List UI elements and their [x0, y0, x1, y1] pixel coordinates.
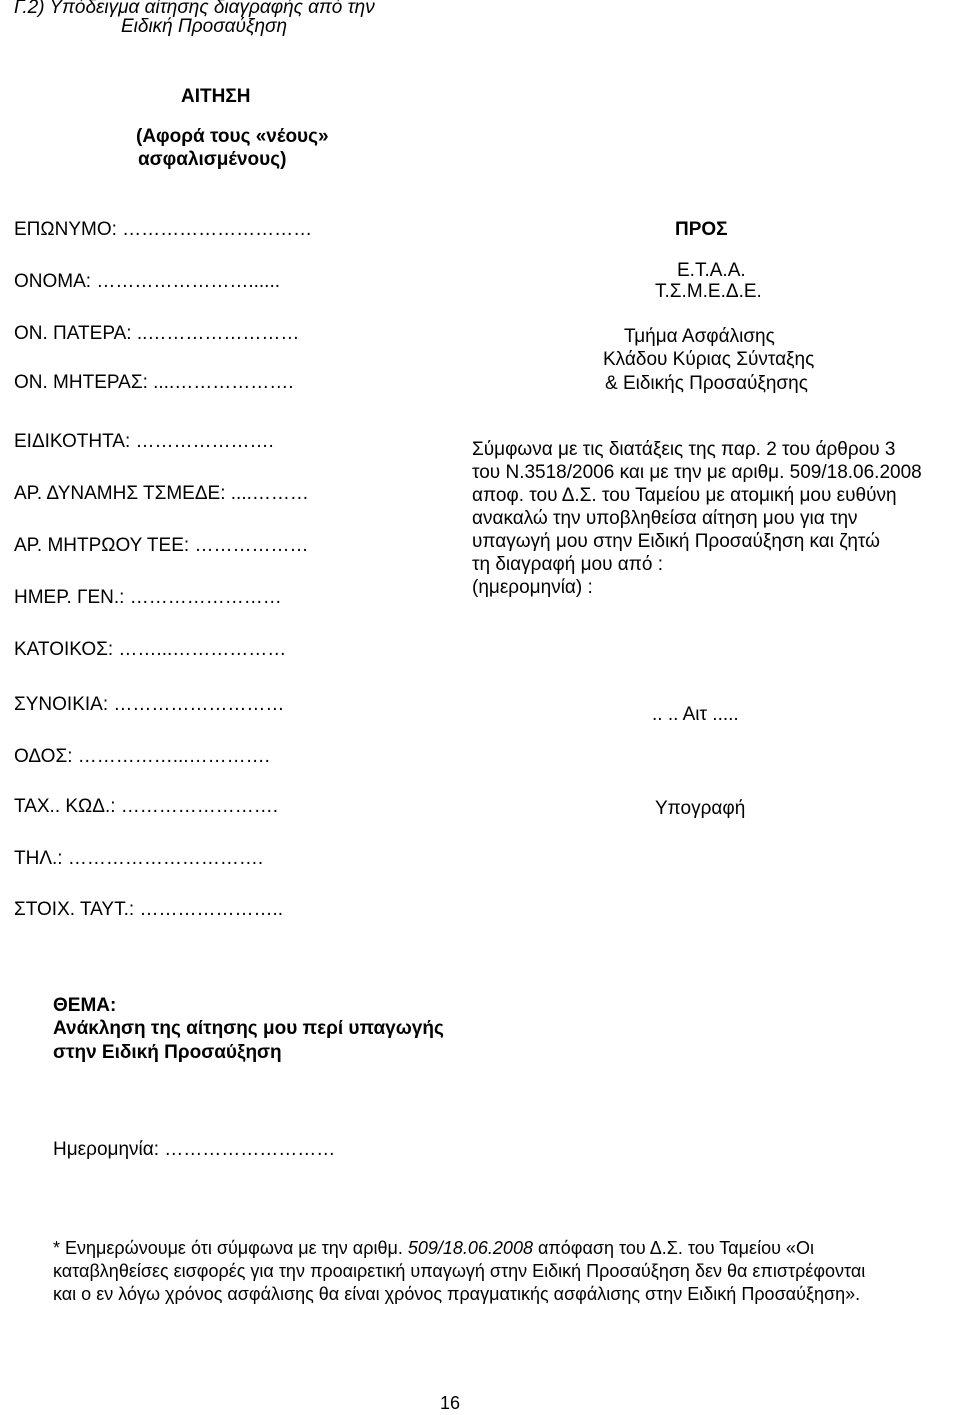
father-name-field: ΟΝ. ΠΑΤΕΡΑ: ..……………………: [14, 323, 300, 344]
section-heading-line2: Ειδική Προσαύξηση: [121, 16, 287, 37]
date-field: Ημερομηνία: ………………………: [53, 1139, 336, 1160]
recipient-to: ΠΡΟΣ: [675, 219, 728, 240]
tsmede-reg-field: ΑΡ. ΔΥΝΑΜΗΣ ΤΣΜΕΔΕ: ....………: [14, 483, 309, 504]
request-line: υπαγωγή μου στην Ειδική Προσαύξηση και ζητώ: [472, 531, 880, 552]
subject-line2: στην Ειδική Προσαύξηση: [53, 1042, 282, 1063]
id-details-field: ΣΤΟΙΧ. ΤΑΥΤ.: …………………..: [14, 899, 283, 920]
district-field: ΣΥΝΟΙΚΙΑ: ………………………: [14, 694, 285, 715]
footnote-line2: καταβληθείσες εισφορές για την προαιρετική υπαγωγή στην Ειδική Προσαύξηση δεν θα επιστρέφονται: [53, 1261, 866, 1281]
street-field: ΟΔΟΣ: ……………...………….: [14, 746, 270, 767]
phone-field: ΤΗΛ.: ………………………….: [14, 848, 264, 869]
application-subtitle-line2: ασφαλισμένους): [138, 149, 287, 170]
footnote-line1: [53, 1237, 814, 1260]
recipient-org2: Τ.Σ.Μ.Ε.Δ.Ε.: [655, 281, 762, 302]
request-line: του Ν.3518/2006 και με την με αριθμ. 509/18.06.2008: [472, 462, 922, 483]
footnote-text: απόφαση του Δ.Σ. του Ταμείου «Οι: [532, 1238, 814, 1258]
request-line: Σύμφωνα με τις διατάξεις της παρ. 2 του άρθρου 3: [472, 439, 896, 460]
specialty-field: ΕΙΔΙΚΟΤΗΤΑ: ………………….: [14, 431, 274, 452]
mother-name-field: ΟΝ. ΜΗΤΕΡΑΣ: ....……………….: [14, 372, 294, 393]
application-subtitle-line1: (Αφορά τους «νέους»: [136, 126, 329, 147]
recipient-dept-line2: Κλάδου Κύριας Σύνταξης: [603, 349, 815, 370]
footnote-decision-ref: 509/18.06.2008: [407, 1238, 533, 1258]
name-field: ΟΝΟΜΑ: ……………………......: [14, 271, 281, 292]
tee-reg-field: ΑΡ. ΜΗΤΡΩΟΥ ΤΕΕ: ………………: [14, 535, 309, 556]
section-heading-line1: Γ.2) Υπόδειγμα αίτησης διαγραφής από την: [14, 0, 375, 18]
residence-field: ΚΑΤΟΙΚΟΣ: ……...………………: [14, 639, 287, 660]
application-title: ΑΙΤΗΣΗ: [181, 86, 251, 107]
surname-field: ΕΠΩΝΥΜΟ: …………………………: [14, 219, 313, 240]
recipient-dept-line3: & Ειδικής Προσαύξησης: [605, 373, 808, 394]
request-line: τη διαγραφή μου από :: [472, 554, 663, 575]
signature-label: Υπογραφή: [655, 798, 746, 819]
page-number: 16: [440, 1393, 461, 1413]
applicant-name-line: .. .. Αιτ .....: [652, 704, 739, 725]
request-line: αποφ. του Δ.Σ. του Ταμείου με ατομική μου ευθύνη: [472, 485, 897, 506]
request-date-line: (ημερομηνία) :: [472, 577, 593, 598]
subject-label: ΘΕΜΑ:: [53, 995, 117, 1016]
subject-line1: Ανάκληση της αίτησης μου περί υπαγωγής: [53, 1018, 444, 1039]
request-line: ανακαλώ την υποβληθείσα αίτηση μου για την: [472, 508, 858, 529]
footnote-line3: και ο εν λόγω χρόνος ασφάλισης θα είναι χρόνος πραγματικής ασφάλισης στην Ειδική Προσαύξηση».: [53, 1284, 861, 1304]
footnote-text: * Ενημερώνουμε ότι σύμφωνα με την αριθμ.: [53, 1238, 408, 1258]
birth-date-field: ΗΜΕΡ. ΓΕΝ.: ……………………: [14, 587, 282, 608]
recipient-org1: Ε.Τ.Α.Α.: [677, 260, 746, 281]
postcode-field: ΤΑΧ.. ΚΩΔ.: …………………….: [14, 796, 279, 817]
recipient-dept-line1: Τμήμα Ασφάλισης: [624, 326, 775, 347]
